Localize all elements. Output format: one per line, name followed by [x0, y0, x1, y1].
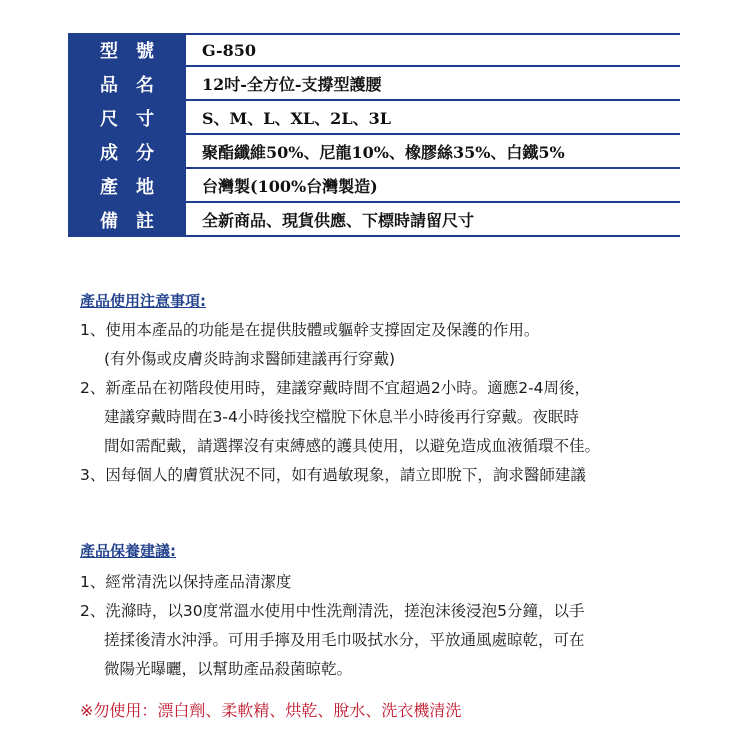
spec-value: S、M、L、XL、2L、3L [186, 101, 680, 135]
spec-row-size [68, 101, 680, 135]
care-title: 產品保養建議: [80, 542, 176, 560]
usage-item-2-line-1: 2、新產品在初階段使用時，建議穿戴時間不宜超過2小時。適應2-4周後， [80, 379, 591, 397]
spec-label: 品名 [68, 67, 186, 101]
spec-label: 成分 [68, 135, 186, 169]
spec-label: 產地 [68, 169, 186, 203]
spec-value: 台灣製(100%台灣製造) [186, 169, 680, 203]
spec-value: 聚酯纖維50%、尼龍10%、橡膠絲35%、白鐵5% [186, 135, 680, 169]
spec-row-origin [68, 169, 680, 203]
spec-value: G-850 [186, 33, 680, 67]
usage-item-1-line-2: (有外傷或皮膚炎時詢求醫師建議再行穿戴) [104, 350, 396, 368]
care-item-2-line-1: 2、洗滌時，以30度常溫水使用中性洗劑清洗，搓泡沫後浸泡5分鐘，以手 [80, 602, 585, 620]
usage-list [80, 316, 600, 490]
spec-label: 尺寸 [68, 101, 186, 135]
care-item-2-line-2: 搓揉後清水沖淨。可用手擰及用毛巾吸拭水分，平放通風處晾乾，可在 [104, 631, 585, 649]
usage-item-1-line-1: 1、使用本產品的功能是在提供肢體或軀幹支撐固定及保護的作用。 [80, 321, 540, 339]
usage-title: 產品使用注意事項: [80, 292, 206, 310]
spec-table [68, 33, 680, 237]
care-list [80, 568, 585, 684]
spec-label: 備註 [68, 203, 186, 237]
spec-row-name [68, 67, 680, 101]
spec-row-note [68, 203, 680, 237]
usage-item-2-line-3: 間如需配戴，請選擇沒有束縛感的護具使用，以避免造成血液循環不佳。 [104, 437, 601, 455]
care-item-1-line-1: 1、經常清洗以保持產品清潔度 [80, 573, 292, 591]
usage-item-3-line-1: 3、因每個人的膚質狀況不同，如有過敏現象，請立即脫下，詢求醫師建議 [80, 466, 586, 484]
spec-value: 全新商品、現貨供應、下標時請留尺寸 [186, 203, 680, 237]
care-item-2-line-3: 微陽光曝曬，以幫助產品殺菌晾乾。 [104, 660, 353, 678]
warning-text: ※勿使用：漂白劑、柔軟精、烘乾、脫水、洗衣機清洗 [80, 701, 462, 720]
usage-item-2-line-2: 建議穿戴時間在3-4小時後找空檔脫下休息半小時後再行穿戴。夜眠時 [104, 408, 579, 426]
spec-row-material [68, 135, 680, 169]
spec-value: 12吋-全方位-支撐型護腰 [186, 67, 680, 101]
spec-row-model [68, 33, 680, 67]
spec-label: 型號 [68, 33, 186, 67]
